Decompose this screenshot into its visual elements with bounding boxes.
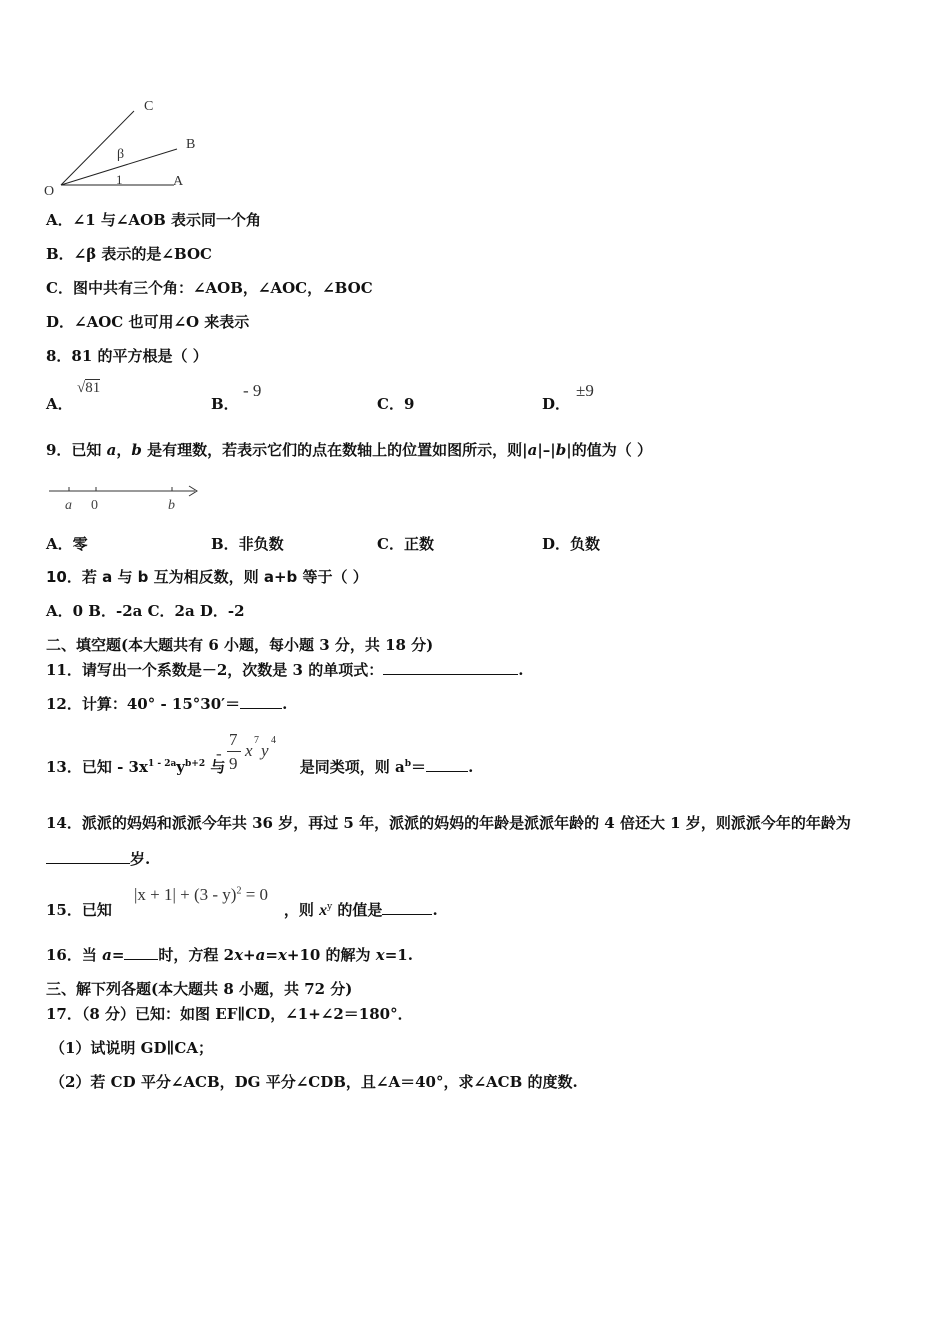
q15-expr-text: |x + 1| + (3 - y) <box>134 885 237 904</box>
q11-answer-blank[interactable] <box>383 660 518 675</box>
angle-figure <box>40 96 210 196</box>
section-2-heading: 二、填空题(本大题共有 6 小题，每小题 3 分，共 18 分) <box>46 636 434 654</box>
q8-stem: 8．81 的平方根是（ ） <box>46 347 208 365</box>
label-c: C <box>144 99 154 114</box>
q9-stem <box>46 440 652 460</box>
q15-expr-exp: 2 <box>236 885 242 897</box>
q16-a: a <box>102 946 112 964</box>
axis-label-zero: 0 <box>91 498 98 513</box>
q16-x3: x <box>375 946 385 964</box>
q17-stem: 17．（8 分）已知：如图 EF∥CD，∠1+∠2＝180°． <box>46 1005 413 1023</box>
q17-part2: （2）若 CD 平分∠ACB，DG 平分∠CDB，且∠A＝40°，求∠ACB 的度数. <box>50 1073 578 1091</box>
q15-post: 的值是 <box>332 901 383 919</box>
q16-eq2: = <box>265 946 278 964</box>
q13-frac-bar <box>227 751 241 752</box>
q16-pre: 16．当 <box>46 946 103 964</box>
q16-plus: + <box>243 946 256 964</box>
q16-a2: a <box>255 946 266 964</box>
q16-end: =1. <box>384 946 413 964</box>
q13-fraction-term <box>216 730 280 776</box>
q9-sep: ， <box>116 441 132 459</box>
q16-eq: = <box>111 946 125 964</box>
q8-option-d: D． <box>542 395 571 413</box>
q9-option-d: D．负数 <box>542 535 601 553</box>
q10-stem <box>46 567 368 587</box>
q9-var-a: a <box>106 441 117 459</box>
q10-options <box>46 601 245 621</box>
q13-ab-exp: b <box>404 759 412 769</box>
q13-answer-blank[interactable] <box>426 757 468 772</box>
q13-post2: ＝ <box>411 758 427 776</box>
q9-option-a: A．零 <box>46 535 88 553</box>
q13-y-exp: 4 <box>271 735 276 746</box>
q13-pre: 13．已知 - 3x <box>46 758 148 776</box>
q16-tail: +10 的解为 <box>286 946 376 964</box>
q12-end: . <box>282 695 288 713</box>
label-o: O <box>44 184 55 196</box>
q7-option-a: A．∠1 与∠AOB 表示同一个角 <box>46 211 262 229</box>
q8-option-c: C．9 <box>377 395 415 413</box>
q15-expression <box>134 885 268 905</box>
q8-sqrt-81 <box>77 380 100 397</box>
q9-stem-pre: 9．已知 <box>46 441 107 459</box>
q7-option-d: D．∠AOC 也可用∠O 来表示 <box>46 313 250 331</box>
label-one: 1 <box>116 172 123 187</box>
q15-mid: ，则 <box>283 901 320 919</box>
q13-mid: 与 <box>205 758 231 776</box>
q16-answer-blank[interactable] <box>124 945 158 960</box>
axis-label-b: b <box>168 498 175 513</box>
q9-var-b: b <box>131 441 142 459</box>
q13-end: . <box>468 758 474 776</box>
q10-options-text: A．0 B．-2a C．2a D．-2 <box>46 602 245 620</box>
q15-pre: 15．已知 <box>46 901 112 919</box>
q8-plus-minus-9: ±9 <box>576 381 594 400</box>
q9-option-b: B．非负数 <box>211 535 284 553</box>
q14-line1: 14．派派的妈妈和派派今年共 36 岁，再过 5 年，派派的妈妈的年龄是派派年龄的 4 倍还大 1 岁，则派派今年的年龄为 <box>46 814 851 832</box>
number-line <box>46 482 206 514</box>
q15-answer-blank[interactable] <box>382 900 432 915</box>
q13-exp2: b+2 <box>185 759 206 769</box>
q16-mid: 时，方程 2 <box>158 946 235 964</box>
q15-x: x <box>319 902 328 919</box>
q10-stem-text: 10．若 a 与 b 互为相反数，则 a+b 等于（ ） <box>46 568 368 586</box>
q11-text: 11．请写出一个系数是－2，次数是 3 的单项式： <box>46 661 384 679</box>
q17-part1: （1）试说明 GD∥CA； <box>50 1039 213 1057</box>
q13-exp1: 1 - 2a <box>147 759 177 769</box>
q7-option-c: C．图中共有三个角：∠AOB，∠AOC，∠BOC <box>46 279 373 297</box>
q14-answer-blank[interactable] <box>46 849 130 864</box>
q8-option-a <box>46 394 73 414</box>
q13-y: y <box>176 758 186 776</box>
q16 <box>46 945 413 965</box>
q12-answer-blank[interactable] <box>240 694 282 709</box>
q13-post: 是同类项，则 a <box>294 758 405 776</box>
q8-option-b: B． <box>211 395 239 413</box>
q12-text: 12．计算：40° - 15°30′＝ <box>46 695 241 713</box>
q9-stem-mid: 是有理数，若表示它们的点在数轴上的位置如图所示，则| <box>141 441 528 459</box>
q13-frac-sign: - <box>216 744 222 763</box>
q12 <box>46 694 287 714</box>
q14-line2 <box>46 849 150 869</box>
axis-label-a: a <box>65 498 72 513</box>
q13-y2: y <box>261 741 269 760</box>
q9-stem-end: |的值为（ ） <box>566 441 652 459</box>
q7-option-b: B．∠β 表示的是∠BOC <box>46 245 212 263</box>
sqrt-radicand: 81 <box>85 380 101 396</box>
q14-line2-end: 岁. <box>130 850 151 868</box>
section-3-heading: 三、解下列各题(本大题共 8 小题，共 72 分) <box>46 980 353 998</box>
q13-frac-den: 9 <box>229 754 238 773</box>
q15-end: . <box>432 901 438 919</box>
q8-option-a-label: A． <box>46 395 73 413</box>
q16-x2: x <box>277 946 287 964</box>
q11 <box>46 660 523 680</box>
q9-abs-mid: |–| <box>537 441 556 459</box>
q9-option-c: C．正数 <box>377 535 434 553</box>
q9-abs-a: a <box>527 441 538 459</box>
q8-minus-9: - 9 <box>243 381 262 400</box>
sqrt-sign: √ <box>77 380 86 396</box>
q13-x-exp: 7 <box>254 735 259 746</box>
q13-frac-num: 7 <box>229 730 238 749</box>
q9-abs-b: b <box>555 441 567 459</box>
q11-end: . <box>518 661 524 679</box>
label-a: A <box>173 174 184 189</box>
q16-x1: x <box>234 946 244 964</box>
q15-x-exp: y <box>327 902 333 912</box>
q15-expr-end: = 0 <box>241 885 269 904</box>
q13-x: x <box>245 741 253 760</box>
label-b: B <box>186 137 196 152</box>
label-beta: β <box>117 147 125 162</box>
